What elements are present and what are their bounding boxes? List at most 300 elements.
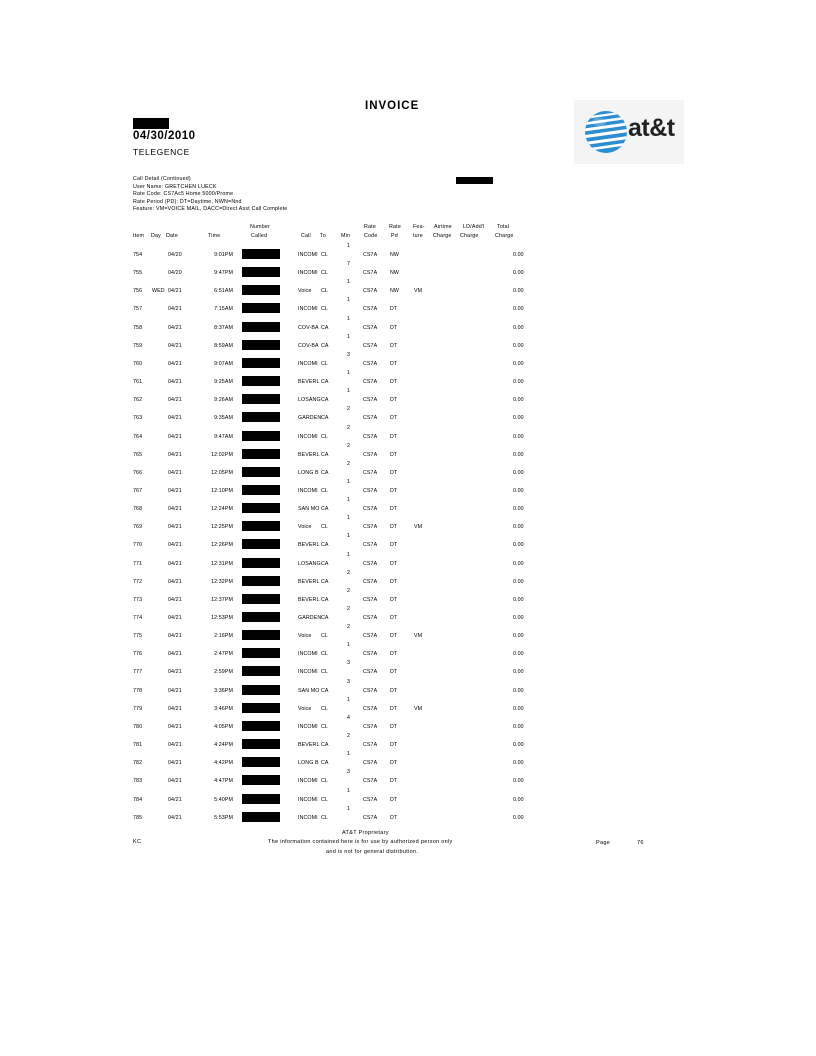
call-to: CL <box>321 669 328 676</box>
call-location: GARDEN <box>298 415 322 422</box>
call-minutes: 1 <box>347 515 350 522</box>
call-location: LOSANG <box>298 560 321 567</box>
call-to: CL <box>321 252 328 258</box>
redacted-number-called <box>242 685 280 695</box>
rate-code: CS7A <box>363 633 378 640</box>
item-date: 04/21 <box>168 451 182 458</box>
call-time: 12:31PM <box>211 560 233 567</box>
rate-code: CS7A <box>363 270 378 277</box>
total-charge: 0.00 <box>513 288 524 295</box>
redacted-number-called <box>242 285 280 295</box>
rate-period: DT <box>390 633 398 640</box>
redacted-number-called <box>242 394 280 404</box>
rate-code: CS7A <box>363 397 378 404</box>
rate-period: NW <box>390 252 400 258</box>
item-number: 755 <box>133 270 143 277</box>
call-location: INCOMI <box>298 360 318 367</box>
rate-code: CS7A <box>363 651 378 658</box>
call-minutes: 2 <box>347 442 350 449</box>
redacted-number-called <box>242 594 280 604</box>
redacted-number-called <box>242 576 280 586</box>
rate-code: CS7A <box>363 469 378 476</box>
rate-code: CS7A <box>363 342 378 349</box>
redacted-number-called <box>242 721 280 731</box>
call-location: SAN MO <box>298 687 320 694</box>
att-logo <box>574 100 684 164</box>
total-charge: 0.00 <box>513 379 524 386</box>
total-charge: 0.00 <box>513 814 524 821</box>
call-to: CA <box>321 324 329 331</box>
rate-period: DT <box>390 415 398 422</box>
call-to: CL <box>321 651 328 658</box>
call-to: CL <box>321 306 328 313</box>
rate-code: CS7A <box>363 669 378 676</box>
call-time: 9:25AM <box>214 379 233 386</box>
call-time: 12:05PM <box>211 469 233 476</box>
call-location: INCOMI <box>298 778 318 785</box>
call-location: Voice <box>298 633 312 640</box>
call-minutes: 1 <box>347 297 350 304</box>
rate-period: DT <box>390 360 398 367</box>
item-number: 763 <box>133 415 143 422</box>
call-time: 6:51AM <box>214 288 233 295</box>
item-date: 04/21 <box>168 651 182 658</box>
item-date: 04/21 <box>168 687 182 694</box>
call-time: 9:07AM <box>214 360 233 367</box>
meta-line: User Name: GRETCHEN LUECK <box>133 183 217 190</box>
rate-period: DT <box>390 578 398 585</box>
item-date: 04/21 <box>168 487 182 494</box>
total-charge: 0.00 <box>513 469 524 476</box>
item-date: 04/21 <box>168 723 182 730</box>
rate-period: DT <box>390 796 398 803</box>
call-location: INCOMI <box>298 306 318 313</box>
call-time: 7:15AM <box>214 306 233 313</box>
header-min: Min <box>341 233 351 239</box>
total-charge: 0.00 <box>513 506 524 513</box>
header-called: Called <box>251 233 268 239</box>
total-charge: 0.00 <box>513 342 524 349</box>
call-minutes: 2 <box>347 733 350 740</box>
item-date: 04/21 <box>168 306 182 313</box>
call-location: INCOMI <box>298 796 318 803</box>
rate-code: CS7A <box>363 433 378 440</box>
call-to: CA <box>321 397 329 404</box>
rate-period: DT <box>390 615 398 621</box>
rate-period: NW <box>390 288 400 295</box>
item-date: 04/21 <box>168 633 182 640</box>
item-date: 04/21 <box>168 506 182 513</box>
call-to: CA <box>321 578 329 585</box>
redacted-number-called <box>242 521 280 531</box>
call-to: CA <box>321 560 329 567</box>
item-number: 759 <box>133 342 143 349</box>
call-time: 9:47AM <box>214 433 233 440</box>
item-number: 767 <box>133 487 143 494</box>
redacted-number-called <box>242 412 280 422</box>
rate-period: DT <box>390 705 398 712</box>
redacted-number-called <box>242 812 280 822</box>
item-date: 04/21 <box>168 705 182 712</box>
item-date: 04/21 <box>168 742 182 749</box>
call-time: 12:24PM <box>211 506 233 513</box>
header-airtime-charge: Charge <box>433 233 452 239</box>
rate-code: CS7A <box>363 415 378 422</box>
call-minutes: 2 <box>347 406 350 413</box>
call-minutes: 1 <box>347 333 350 340</box>
header-ld-addl: LD/Add'l <box>463 224 485 230</box>
redacted-number-called <box>242 431 280 441</box>
rate-period: DT <box>390 379 398 386</box>
page-label: Page <box>596 840 611 846</box>
call-minutes: 1 <box>347 533 350 540</box>
rate-code: CS7A <box>363 288 378 295</box>
redacted-number-called <box>242 249 280 259</box>
header-day: Day <box>151 233 162 239</box>
total-charge: 0.00 <box>513 270 524 277</box>
redacted-number-called <box>242 267 280 277</box>
total-charge: 0.00 <box>513 760 524 767</box>
redacted-number-called <box>242 612 280 622</box>
redacted-number-called <box>242 376 280 386</box>
call-location: INCOMI <box>298 487 318 494</box>
call-location: INCOMI <box>298 651 318 658</box>
call-time: 4:24PM <box>214 742 233 749</box>
call-time: 8:59AM <box>214 342 233 349</box>
item-number: 775 <box>133 633 143 640</box>
call-location: LONG B <box>298 760 319 767</box>
item-date: 04/21 <box>168 760 182 767</box>
call-time: 9:01PM <box>214 252 233 258</box>
call-minutes: 1 <box>347 370 350 377</box>
call-time: 4:42PM <box>214 760 233 767</box>
item-date: 04/21 <box>168 360 182 367</box>
redacted-number-called <box>242 703 280 713</box>
redacted-number-called <box>242 775 280 785</box>
call-time: 4:47PM <box>214 778 233 785</box>
call-to: CA <box>321 506 329 513</box>
call-time: 2:16PM <box>214 633 233 640</box>
call-location: BEVERL <box>298 596 320 603</box>
call-location: GARDEN <box>298 615 322 621</box>
call-to: CA <box>321 451 329 458</box>
rate-code: CS7A <box>363 560 378 567</box>
call-to: CA <box>321 760 329 767</box>
header-ture: ture <box>413 233 423 239</box>
total-charge: 0.00 <box>513 360 524 367</box>
item-date: 04/21 <box>168 342 182 349</box>
redacted-number-called <box>242 303 280 313</box>
header-number: Number <box>250 224 271 230</box>
call-location: INCOMI <box>298 669 318 676</box>
call-location: BEVERL <box>298 379 320 386</box>
rate-code: CS7A <box>363 542 378 549</box>
rate-period: DT <box>390 324 398 331</box>
call-location: INCOMI <box>298 814 318 821</box>
call-to: CA <box>321 542 329 549</box>
call-to: CL <box>321 705 328 712</box>
call-time: 5:53PM <box>214 814 233 821</box>
company-name: TELEGENCE <box>133 147 190 157</box>
call-minutes: 1 <box>347 315 350 322</box>
item-date: 04/21 <box>168 379 182 386</box>
header-call: Call <box>301 233 311 239</box>
total-charge: 0.00 <box>513 397 524 404</box>
call-location: COV-BA <box>298 324 319 331</box>
meta-line: Rate Code: CS7Ac5 Home 5000/Prome <box>133 191 234 198</box>
item-date: 04/21 <box>168 596 182 603</box>
item-number: 782 <box>133 760 143 767</box>
total-charge: 0.00 <box>513 560 524 567</box>
footer-proprietary: AT&T Proprietary <box>342 830 389 836</box>
item-number: 771 <box>133 560 143 567</box>
call-time: 12:10PM <box>211 487 233 494</box>
total-charge: 0.00 <box>513 578 524 585</box>
item-day: WED <box>152 288 165 295</box>
redacted-number-called <box>242 449 280 459</box>
header-total: Total <box>497 224 510 230</box>
call-to: CA <box>321 596 329 603</box>
call-location: INCOMI <box>298 270 318 277</box>
rate-code: CS7A <box>363 596 378 603</box>
total-charge: 0.00 <box>513 615 524 621</box>
rate-code: CS7A <box>363 615 378 621</box>
call-to: CA <box>321 415 329 422</box>
call-to: CL <box>321 633 328 640</box>
meta-line: Feature: VM=VOICE MAIL, DACC=Direct Asst Call Complete <box>133 206 288 213</box>
header-pd: Pd <box>391 233 398 239</box>
item-number: 768 <box>133 506 143 513</box>
redacted-number-called <box>242 503 280 513</box>
call-location: INCOMI <box>298 723 318 730</box>
call-minutes: 1 <box>347 696 350 703</box>
total-charge: 0.00 <box>513 451 524 458</box>
item-date: 04/21 <box>168 397 182 404</box>
call-location: BEVERL <box>298 451 320 458</box>
rate-code: CS7A <box>363 778 378 785</box>
item-number: 758 <box>133 324 143 331</box>
item-date: 04/21 <box>168 814 182 821</box>
call-location: LOSANG <box>298 397 321 404</box>
total-charge: 0.00 <box>513 633 524 640</box>
item-number: 776 <box>133 651 143 658</box>
rate-period: DT <box>390 451 398 458</box>
rate-code: CS7A <box>363 578 378 585</box>
rate-period: DT <box>390 560 398 567</box>
item-number: 760 <box>133 360 143 367</box>
item-date: 04/21 <box>168 796 182 803</box>
call-minutes: 2 <box>347 587 350 594</box>
item-date: 04/21 <box>168 433 182 440</box>
rate-code: CS7A <box>363 506 378 513</box>
footer-notice-line2: and is not for general distribution. <box>326 849 419 855</box>
call-time: 2:59PM <box>214 669 233 676</box>
call-to: CL <box>321 796 328 803</box>
item-date: 04/20 <box>168 270 182 277</box>
header-code: Code <box>364 233 378 239</box>
meta-line: Call Detail (Continued) <box>133 176 191 182</box>
invoice-title: INVOICE <box>365 100 420 112</box>
item-date: 04/21 <box>168 324 182 331</box>
call-minutes: 3 <box>347 660 350 667</box>
call-to: CA <box>321 687 329 694</box>
redacted-number-called <box>242 794 280 804</box>
redacted-number-called <box>242 322 280 332</box>
call-minutes: 1 <box>347 642 350 649</box>
total-charge: 0.00 <box>513 415 524 422</box>
item-number: 783 <box>133 778 143 785</box>
item-number: 778 <box>133 687 143 694</box>
rate-period: DT <box>390 542 398 549</box>
item-number: 765 <box>133 451 143 458</box>
item-date: 04/21 <box>168 669 182 676</box>
call-time: 12:37PM <box>211 596 233 603</box>
header-feature: Fea- <box>413 224 425 230</box>
item-date: 04/21 <box>168 578 182 585</box>
item-number: 756 <box>133 288 143 295</box>
rate-period: DT <box>390 687 398 694</box>
rate-period: DT <box>390 433 398 440</box>
call-to: CL <box>321 778 328 785</box>
redacted-account-name <box>133 118 169 129</box>
header-rate-pd: Rate <box>389 224 401 230</box>
meta-line: Rate Period (PD): DT=Daytime, NWN=Nnd <box>133 198 242 205</box>
rate-code: CS7A <box>363 814 378 821</box>
total-charge: 0.00 <box>513 306 524 313</box>
item-date: 04/21 <box>168 288 182 295</box>
item-number: 766 <box>133 469 143 476</box>
total-charge: 0.00 <box>513 778 524 785</box>
redacted-number-called <box>242 340 280 350</box>
rate-period: DT <box>390 814 398 821</box>
call-minutes: 2 <box>347 606 350 612</box>
redacted-number-called <box>242 666 280 676</box>
item-number: 777 <box>133 669 143 676</box>
redacted-number-called <box>242 739 280 749</box>
call-to: CL <box>321 288 328 295</box>
item-number: 770 <box>133 542 143 549</box>
call-to: CA <box>321 342 329 349</box>
redacted-number-called <box>242 648 280 658</box>
total-charge: 0.00 <box>513 596 524 603</box>
item-date: 04/21 <box>168 542 182 549</box>
rate-code: CS7A <box>363 252 378 258</box>
header-to: To <box>320 233 326 239</box>
item-number: 754 <box>133 252 143 258</box>
call-to: CL <box>321 270 328 277</box>
call-to: CA <box>321 469 329 476</box>
call-to: CL <box>321 814 328 821</box>
call-location: INCOMI <box>298 252 318 258</box>
feature-code: VM <box>414 288 423 295</box>
call-location: COV-BA <box>298 342 319 349</box>
call-to: CA <box>321 615 329 621</box>
rate-code: CS7A <box>363 306 378 313</box>
item-number: 764 <box>133 433 143 440</box>
rate-period: DT <box>390 760 398 767</box>
item-date: 04/21 <box>168 469 182 476</box>
item-number: 780 <box>133 723 143 730</box>
header-airtime: Airtime <box>434 224 452 230</box>
total-charge: 0.00 <box>513 252 524 258</box>
rate-period: DT <box>390 669 398 676</box>
item-number: 784 <box>133 796 143 803</box>
call-time: 12:32PM <box>211 578 233 585</box>
item-number: 769 <box>133 524 143 531</box>
footer-notice-line1: The information contained here is for use by authorized person only <box>268 839 453 845</box>
call-to: CA <box>321 742 329 749</box>
call-time: 12:26PM <box>211 542 233 549</box>
call-minutes: 1 <box>347 751 350 758</box>
item-date: 04/21 <box>168 415 182 422</box>
call-minutes: 7 <box>347 261 350 268</box>
call-location: BEVERL <box>298 542 320 549</box>
item-number: 774 <box>133 615 143 621</box>
rate-code: CS7A <box>363 524 378 531</box>
feature-code: VM <box>414 705 423 712</box>
call-time: 12:25PM <box>211 524 233 531</box>
item-number: 785 <box>133 814 143 821</box>
rate-code: CS7A <box>363 360 378 367</box>
rate-code: CS7A <box>363 487 378 494</box>
call-time: 4:05PM <box>214 723 233 730</box>
call-time: 8:37AM <box>214 324 233 331</box>
call-time: 5:40PM <box>214 796 233 803</box>
item-date: 04/21 <box>168 524 182 531</box>
call-minutes: 1 <box>347 787 350 794</box>
item-number: 757 <box>133 306 143 313</box>
call-to: CL <box>321 487 328 494</box>
item-date: 04/21 <box>168 560 182 567</box>
item-date: 04/20 <box>168 252 182 258</box>
call-to: CL <box>321 360 328 367</box>
redacted-number-called <box>242 539 280 549</box>
call-minutes: 1 <box>347 243 350 249</box>
footer-left-code: KC <box>133 839 142 845</box>
rate-period: DT <box>390 651 398 658</box>
call-minutes: 2 <box>347 624 350 631</box>
rate-period: NW <box>390 270 400 277</box>
call-location: Voice <box>298 524 312 531</box>
call-minutes: 1 <box>347 551 350 558</box>
total-charge: 0.00 <box>513 742 524 749</box>
item-number: 773 <box>133 596 143 603</box>
invoice-date: 04/30/2010 <box>133 130 196 142</box>
rate-code: CS7A <box>363 451 378 458</box>
rate-period: DT <box>390 506 398 513</box>
redacted-number-called <box>242 358 280 368</box>
att-logo-text: at&t <box>628 114 675 142</box>
item-number: 761 <box>133 379 143 386</box>
header-item: Item <box>133 233 145 239</box>
item-number: 781 <box>133 742 143 749</box>
rate-period: DT <box>390 469 398 476</box>
redacted-number-called <box>242 485 280 495</box>
header-date: Date <box>166 233 178 239</box>
rate-period: DT <box>390 397 398 404</box>
total-charge: 0.00 <box>513 651 524 658</box>
call-minutes: 3 <box>347 678 350 685</box>
redacted-account-number <box>456 177 493 184</box>
total-charge: 0.00 <box>513 524 524 531</box>
rate-code: CS7A <box>363 723 378 730</box>
call-time: 9:26AM <box>214 397 233 404</box>
rate-period: DT <box>390 306 398 313</box>
call-location: SAN MO <box>298 506 320 513</box>
call-location: INCOMI <box>298 433 318 440</box>
rate-code: CS7A <box>363 379 378 386</box>
call-time: 12:53PM <box>211 615 233 621</box>
